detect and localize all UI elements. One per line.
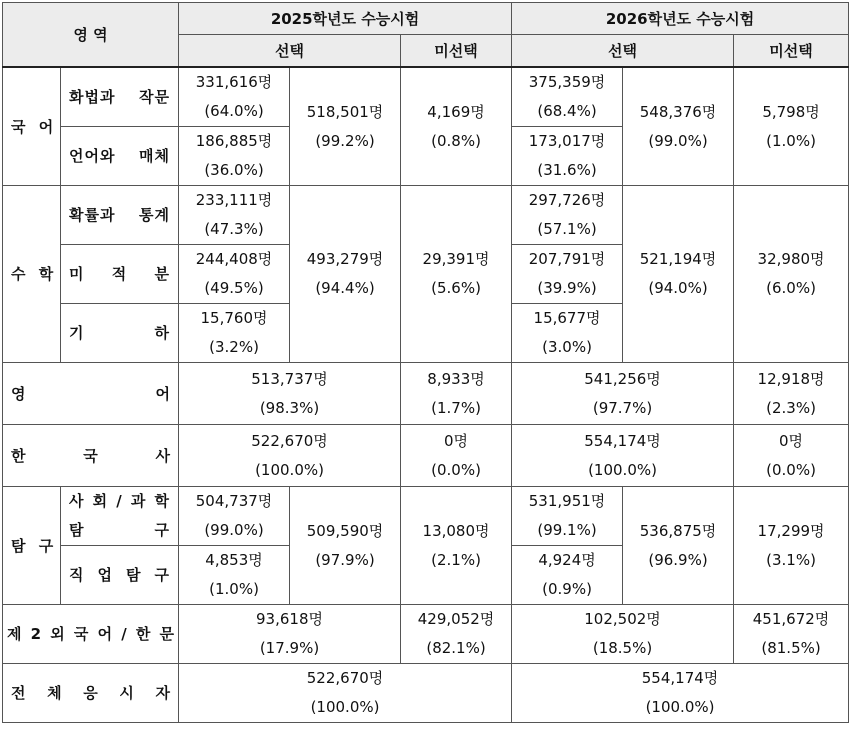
cell: 4,924명 (0.9%) — [512, 546, 623, 605]
cell: 554,174명 (100.0%) — [512, 664, 849, 723]
cell: 32,980명 (6.0%) — [734, 186, 849, 363]
header-unselected-2026: 미선택 — [734, 35, 849, 68]
cell: 102,502명 (18.5%) — [512, 605, 734, 664]
cell: 17,299명 (3.1%) — [734, 487, 849, 605]
cell: 554,174명 (100.0%) — [512, 425, 734, 487]
row-label-foreign: 제 2 외 국 어 / 한 문 — [3, 605, 179, 664]
cell: 186,885명 (36.0%) — [179, 127, 290, 186]
cell: 233,111명 (47.3%) — [179, 186, 290, 245]
header-selected-2025: 선택 — [179, 35, 401, 68]
cell: 541,256명 (97.7%) — [512, 363, 734, 425]
cell: 15,677명 (3.0%) — [512, 304, 623, 363]
cell: 493,279명 (94.4%) — [290, 186, 401, 363]
header-year-2025: 2025학년도 수능시험 — [179, 3, 512, 35]
sublabel-math-2: 미 적 분 — [61, 245, 179, 304]
header-area: 영 역 — [3, 3, 179, 68]
row-label-total: 전 체 응 시 자 — [3, 664, 179, 723]
sublabel-math-1: 확률과 통계 — [61, 186, 179, 245]
cell: 0명 (0.0%) — [401, 425, 512, 487]
row-label-inquiry: 탐 구 — [3, 487, 61, 605]
row-label-history: 한 국 사 — [3, 425, 179, 487]
cell: 5,798명 (1.0%) — [734, 67, 849, 186]
cell: 451,672명 (81.5%) — [734, 605, 849, 664]
header-year-2026: 2026학년도 수능시험 — [512, 3, 849, 35]
row-label-english: 영 어 — [3, 363, 179, 425]
cell: 375,359명 (68.4%) — [512, 67, 623, 127]
sublabel-korean-1: 화법과 작문 — [61, 67, 179, 127]
sublabel-inquiry-1: 사 회 / 과 학 탐 구 — [61, 487, 179, 546]
row-label-math: 수 학 — [3, 186, 61, 363]
cell: 8,933명 (1.7%) — [401, 363, 512, 425]
cell: 522,670명 (100.0%) — [179, 425, 401, 487]
row-label-korean: 국 어 — [3, 67, 61, 186]
cell: 509,590명 (97.9%) — [290, 487, 401, 605]
cell: 13,080명 (2.1%) — [401, 487, 512, 605]
cell: 244,408명 (49.5%) — [179, 245, 290, 304]
cell: 4,169명 (0.8%) — [401, 67, 512, 186]
cell: 93,618명 (17.9%) — [179, 605, 401, 664]
exam-applicants-table — [2, 2, 849, 723]
header-selected-2026: 선택 — [512, 35, 734, 68]
cell: 522,670명 (100.0%) — [179, 664, 512, 723]
cell: 207,791명 (39.9%) — [512, 245, 623, 304]
cell: 297,726명 (57.1%) — [512, 186, 623, 245]
cell: 429,052명 (82.1%) — [401, 605, 512, 664]
sublabel-math-3: 기 하 — [61, 304, 179, 363]
cell: 12,918명 (2.3%) — [734, 363, 849, 425]
cell: 29,391명 (5.6%) — [401, 186, 512, 363]
sublabel-inquiry-2: 직 업 탐 구 — [61, 546, 179, 605]
cell: 518,501명 (99.2%) — [290, 67, 401, 186]
cell: 521,194명 (94.0%) — [623, 186, 734, 363]
cell: 173,017명 (31.6%) — [512, 127, 623, 186]
cell: 548,376명 (99.0%) — [623, 67, 734, 186]
cell: 331,616명 (64.0%) — [179, 67, 290, 127]
cell: 504,737명 (99.0%) — [179, 487, 290, 546]
sublabel-korean-2: 언어와 매체 — [61, 127, 179, 186]
cell: 15,760명 (3.2%) — [179, 304, 290, 363]
cell: 536,875명 (96.9%) — [623, 487, 734, 605]
header-unselected-2025: 미선택 — [401, 35, 512, 68]
cell: 513,737명 (98.3%) — [179, 363, 401, 425]
cell: 4,853명 (1.0%) — [179, 546, 290, 605]
cell: 0명 (0.0%) — [734, 425, 849, 487]
cell: 531,951명 (99.1%) — [512, 487, 623, 546]
